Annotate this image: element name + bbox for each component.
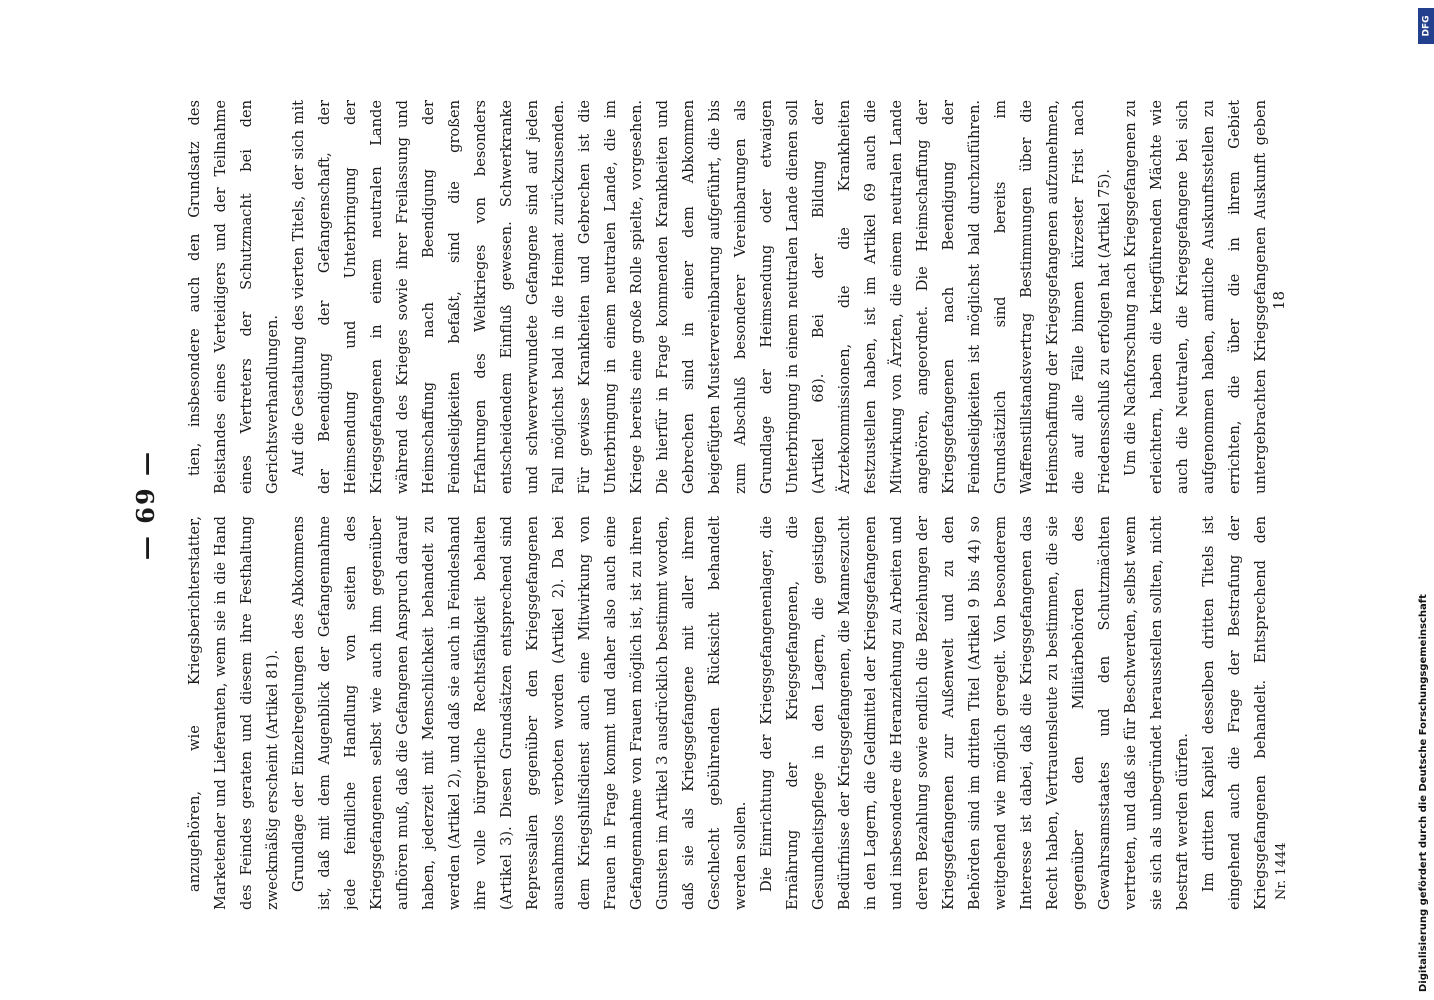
paragraph: Um die Nachforschung nach Kriegsgefangenen zu erleichtern, haben die kriegführenden Mächte wie auch die Neutralen, die Kriegsgefangene bei sich aufgenommen haben, amtliche Auskunftsstellen zu errichten, die über die in ihrem Gebiet untergebrachten Kriegsgefangenen Auskunft geben	[1122, 100, 1269, 494]
digitization-note: Digitalisierung gefördert durch die Deutsche Forschungsgemeinschaft	[1418, 594, 1429, 992]
left-column	[182, 516, 1272, 910]
folio-number: 18	[1270, 290, 1288, 310]
document-page	[120, 100, 1300, 910]
right-column	[182, 100, 1272, 494]
paragraph: Die Einrichtung der Kriegsgefangenenlager, die Ernährung der Kriegsgefangenen, die Gesundheitspflege in den Lagern, die geistigen Bedürfnisse der Kriegsgefangenen, die Manneszucht in den Lagern, die Geldmittel der Kriegsgefangenen und insbesondere die Heranziehung zu Arbeiten und deren Bezahlung sowie endlich die Beziehungen der Kriegsgefangenen zur Außenwelt und zu den Behörden sind im dritten Titel (Artikel 9 bis 44) so weitgehend wie möglich geregelt. Von besonderem Interesse ist dabei, daß die Kriegsgefangenen das Recht haben, Vertrauensleute zu bestimmen, die sie gegenüber den Militärbehörden des Gewahrsamsstaates und den Schutzmächten vertreten, und daß sie für Beschwerden, selbst wenn sie sich als unbegründet herausstellen sollten, nicht bestraft werden dürfen.	[758, 516, 1191, 910]
paragraph: tien, insbesondere auch den Grundsatz des Beistandes eines Verteidigers und der Teilnahme eines Vertreters der Schutzmacht bei den Gerichtsverhandlungen.	[186, 100, 281, 494]
dfg-logo-text: DFG	[1421, 15, 1432, 37]
paragraph: Grundlage der Einzelregelungen des Abkommens ist, daß mit dem Augenblick der Gefangennahme jede feindliche Handlung von seiten des Kriegsgefangenen selbst wie auch ihm gegenüber aufhören muß, daß die Gefangenen Anspruch darauf haben, jederzeit mit Menschlichkeit behandelt zu werden (Artikel 2), und daß sie auch in Feindeshand ihre volle bürgerliche Rechtsfähigkeit behalten (Artikel 3). Diesen Grundsätzen entsprechend sind Repressalien gegenüber den Kriegsgefangenen ausnahmslos verboten worden (Artikel 2). Da bei dem Kriegshilfsdienst auch eine Mitwirkung von Frauen in Frage kommt und daher also auch eine Gefangennahme von Frauen möglich ist, ist zu ihren Gunsten im Artikel 3 ausdrücklich bestimmt worden, daß sie als Kriegsgefangene mit aller ihrem Geschlecht gebührenden Rücksicht behandelt werden sollen.	[290, 516, 749, 910]
page-footer	[1270, 100, 1298, 910]
text-columns	[182, 100, 1272, 910]
page-header: — 69 —	[130, 449, 160, 561]
paragraph: anzugehören, wie Kriegsberichterstatter, Marketender und Lieferanten, wenn sie in die Hand des Feindes geraten und diesem ihre Festhaltung zweckmäßig erscheint (Artikel 81).	[186, 516, 281, 910]
paragraph: Auf die Gestaltung des vierten Titels, der sich mit der Beendigung der Gefangenschaft, der Heimsendung und Unterbringung der Kriegsgefangenen in einem neutralen Lande während des Krieges sowie ihrer Freilassung und Heimschaffung nach Beendigung der Feindseligkeiten befaßt, sind die großen Erfahrungen des Weltkrieges von besonders entscheidendem Einfluß gewesen. Schwerkranke und schwerverwundete Gefangene sind auf jeden Fall möglichst bald in die Heimat zurückzusenden. Für gewisse Krankheiten und Gebrechen ist die Unterbringung in einem neutralen Lande, die im Kriege bereits eine große Rolle spielte, vorgesehen. Die hierfür in Frage kommenden Krankheiten und Gebrechen sind in einer dem Abkommen beigefügten Mustervereinbarung aufgeführt, die bis zum Abschluß besonderer Vereinbarungen als Grundlage der Heimsendung oder etwaigen Unterbringung in einem neutralen Lande dienen soll (Artikel 68). Bei der Bildung der Ärztekommissionen, die die Krankheiten festzustellen haben, ist im Artikel 69 auch die Mitwirkung von Ärzten, die einem neutralen Lande angehören, angeordnet. Die Heimschaffung der Kriegsgefangenen nach Beendigung der Feindseligkeiten ist möglichst bald durchzuführen. Grundsätzlich sind bereits im Waffenstillstandsvertrag Bestimmungen über die Heimschaffung der Kriegsgefangenen aufzunehmen, die auf alle Fälle binnen kürzester Frist nach Friedensschluß zu erfolgen hat (Artikel 75).	[290, 100, 1113, 494]
paragraph: Im dritten Kapitel desselben dritten Titels ist eingehend auch die Frage der Bestrafung der Kriegsgefangenen behandelt. Entsprechend den	[1200, 516, 1269, 910]
dfg-logo-icon	[1418, 8, 1434, 44]
signature-mark: Nr. 1444	[1274, 842, 1289, 900]
